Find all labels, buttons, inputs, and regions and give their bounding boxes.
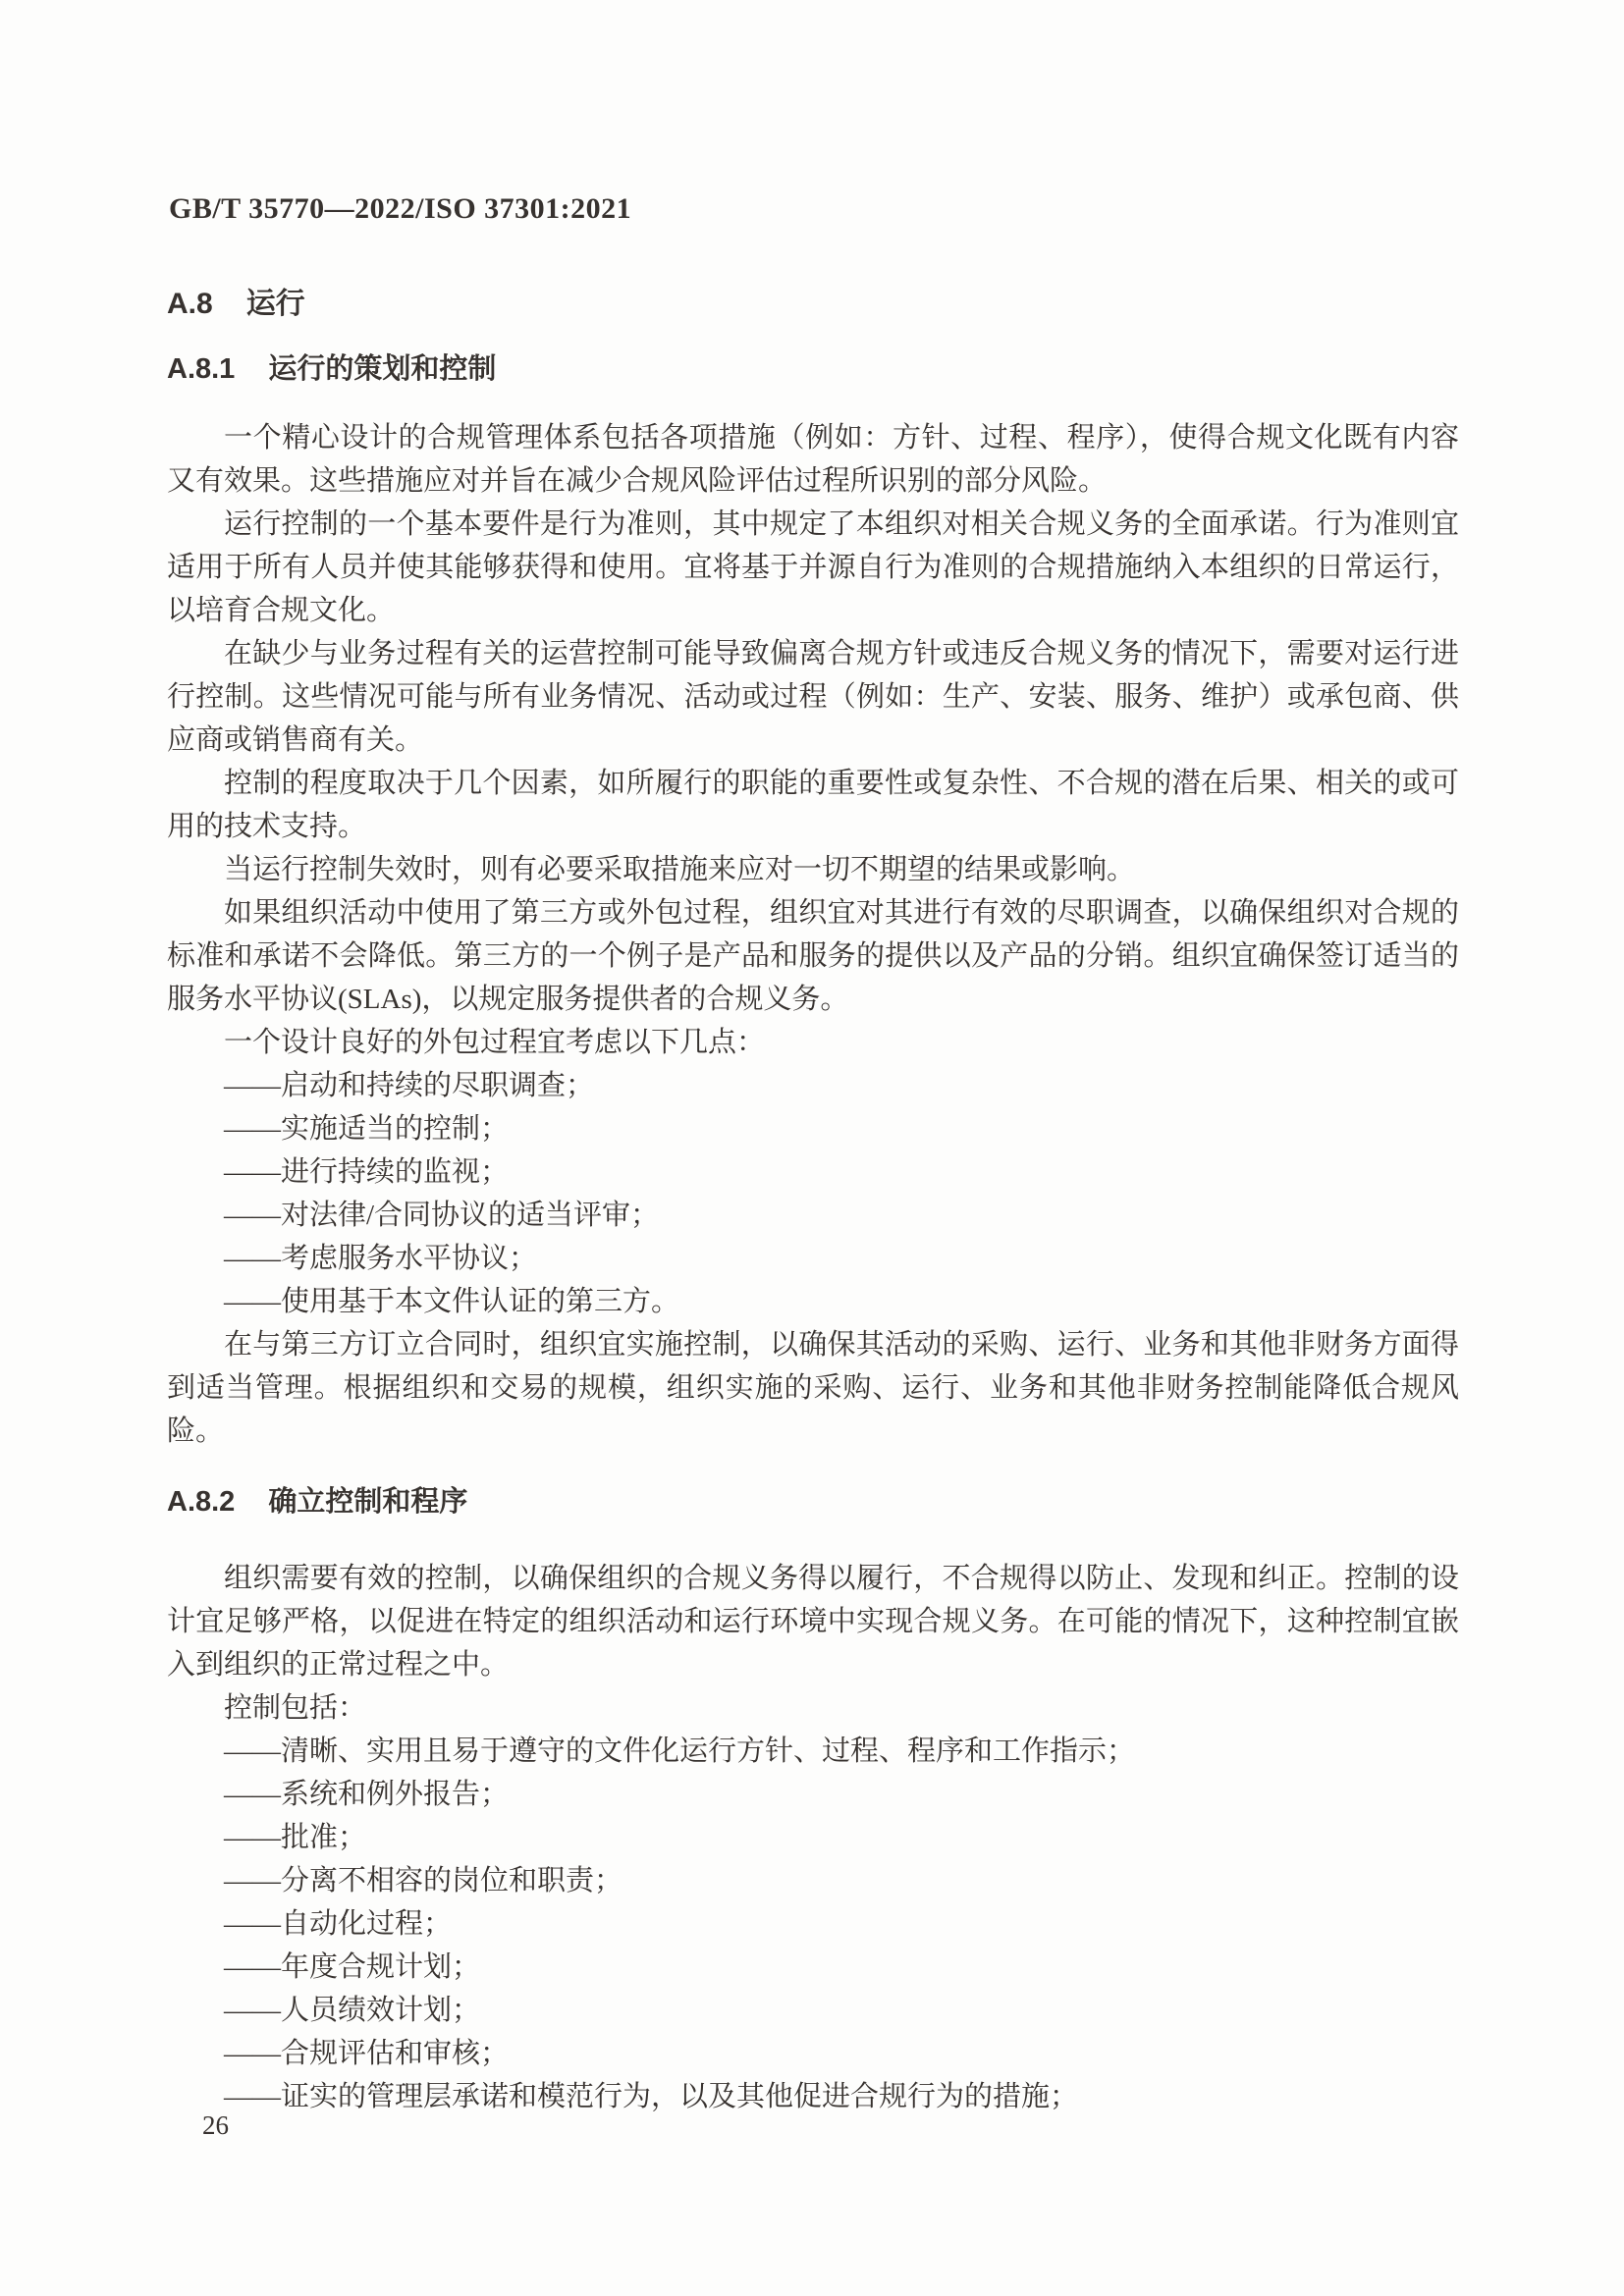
paragraph: 控制包括： (224, 1692, 367, 1724)
list-item: ——系统和例外报告； (224, 1779, 510, 1810)
list-item: ——批准； (224, 1822, 367, 1853)
section-a81-number: A.8.1 (167, 353, 236, 385)
list-item: ——考虑服务水平协议； (224, 1243, 538, 1274)
list-item: ——清晰、实用且易于遵守的文件化运行方针、过程、程序和工作指示； (224, 1735, 1136, 1767)
list-item: ——进行持续的监视； (224, 1156, 510, 1188)
section-heading-a81 (167, 347, 1459, 391)
list-item: ——人员绩效计划； (224, 1995, 481, 2026)
section-heading-a82 (167, 1480, 1459, 1523)
document-body (167, 283, 1459, 2118)
list-item: ——使用基于本文件认证的第三方。 (224, 1286, 680, 1317)
section-a8-number: A.8 (167, 288, 213, 320)
list-item: ——实施适当的控制； (224, 1113, 510, 1145)
paragraph: 在缺少与业务过程有关的运营控制可能导致偏离合规方针或违反合规义务的情况下，需要对运行进行控制。这些情况可能与所有业务情况、活动或过程（例如：生产、安装、服务、维护）或承包商、供应商或销售商有关。 (167, 638, 1459, 756)
list-item: ——启动和持续的尽职调查； (224, 1070, 595, 1101)
list-item: ——分离不相容的岗位和职责； (224, 1865, 623, 1896)
paragraph: 如果组织活动中使用了第三方或外包过程，组织宜对其进行有效的尽职调查，以确保组织对合规的标准和承诺不会降低。第三方的一个例子是产品和服务的提供以及产品的分销。组织宜确保签订适当的服务水平协议(SLAs)，以规定服务提供者的合规义务。 (167, 897, 1459, 1015)
page-number: 26 (202, 2110, 229, 2140)
section-a82-title: 确立控制和程序 (268, 1486, 468, 1518)
paragraph: 运行控制的一个基本要件是行为准则，其中规定了本组织对相关合规义务的全面承诺。行为准则宜适用于所有人员并使其能够获得和使用。宜将基于并源自行为准则的合规措施纳入本组织的日常运行，以培育合规文化。 (167, 508, 1459, 626)
list-item: ——合规评估和审核； (224, 2038, 510, 2069)
list-item: ——自动化过程； (224, 1908, 453, 1940)
section-a8-title: 运行 (245, 288, 305, 320)
list-item: ——证实的管理层承诺和模范行为，以及其他促进合规行为的措施； (224, 2081, 1079, 2112)
section-a81-title: 运行的策划和控制 (268, 353, 497, 385)
standard-number-header: GB/T 35770—2022/ISO 37301:2021 (169, 192, 632, 225)
paragraph: 一个精心设计的合规管理体系包括各项措施（例如：方针、过程、程序），使得合规文化既有内容又有效果。这些措施应对并旨在减少合规风险评估过程所识别的部分风险。 (167, 422, 1459, 497)
section-heading-a8 (167, 283, 1459, 326)
paragraph: 控制的程度取决于几个因素，如所履行的职能的重要性或复杂性、不合规的潜在后果、相关的或可用的技术支持。 (167, 768, 1459, 842)
section-a82-number: A.8.2 (167, 1486, 236, 1518)
paragraph: 当运行控制失效时，则有必要采取措施来应对一切不期望的结果或影响。 (224, 854, 1136, 885)
paragraph: 一个设计良好的外包过程宜考虑以下几点： (224, 1027, 766, 1058)
paragraph: 在与第三方订立合同时，组织宜实施控制，以确保其活动的采购、运行、业务和其他非财务方面得到适当管理。根据组织和交易的规模，组织实施的采购、运行、业务和其他非财务控制能降低合规风险。 (167, 1329, 1459, 1447)
paragraph: 组织需要有效的控制，以确保组织的合规义务得以履行，不合规得以防止、发现和纠正。控制的设计宜足够严格，以促进在特定的组织活动和运行环境中实现合规义务。在可能的情况下，这种控制宜嵌入到组织的正常过程之中。 (167, 1563, 1459, 1681)
list-item: ——对法律/合同协议的适当评审； (224, 1200, 660, 1231)
list-item: ——年度合规计划； (224, 1951, 481, 1983)
